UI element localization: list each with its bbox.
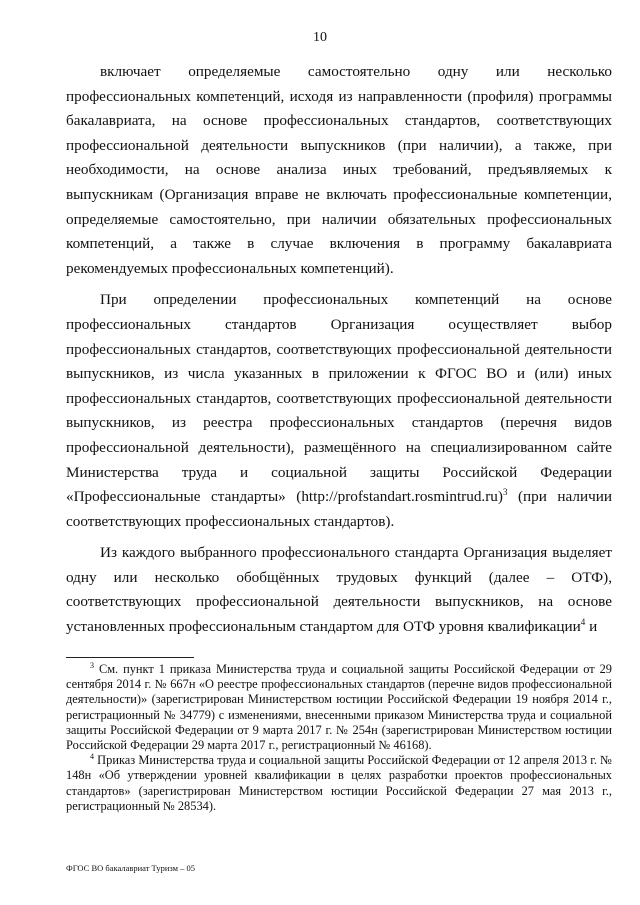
paragraph-2 — [66, 288, 612, 534]
paragraph-2-tail: (при наличии соответствующих профессиональных стандартов). — [66, 488, 613, 530]
footnote-ref-4: 4 — [580, 617, 586, 627]
footnote-mark-3: 3 — [90, 660, 94, 670]
paragraph-3-text: Из каждого выбранного профессионального стандарта Организация выделяет одну или несколько обобщённых трудовых функций (далее – ОТФ), соответствующих профессиональной деятельности выпускников, на основе установленных профессиональным стандартом для ОТФ уровня квалификации — [66, 544, 612, 636]
paragraph-3-tail: и — [589, 618, 598, 636]
paragraph-2-text: При определении профессиональных компетенций на основе профессиональных стандартов Организация осуществляет выбор профессиональных стандартов, соответствующих профессиональной деятельности выпускников, из числа указанных в приложении к ФГОС ВО и (или) иных профессиональных стандартов, соответствующих профессиональной деятельности выпускников, из реестра профессиональных стандартов (перечня видов профессиональной деятельности), размещённого на специализированном сайте Министерства труда и социальной защиты Российской Федерации «Профессиональные стандарты» (http://profstandart.rosmintrud.ru) — [66, 291, 612, 506]
footnote-separator — [66, 657, 194, 658]
footnotes — [66, 662, 612, 814]
footnote-mark-4: 4 — [90, 752, 94, 762]
footnote-4-text: Приказ Министерства труда и социальной защиты Российской Федерации от 12 апреля 2013 г. № 148н «Об утверждении уровней квалификации в целях разработки проектов профессиональных стандартов» (зарегистрирован Министерством юстиции Российской Федерации 27 мая 2013 г., регистрационный № 28534). — [66, 753, 612, 813]
paragraph-3 — [66, 541, 612, 639]
footnote-3-text: См. пункт 1 приказа Министерства труда и социальной защиты Российской Федерации от 29 сентября 2014 г. № 667н «О реестре профессиональных стандартов (перечне видов профессиональной деятельности)» (зарегистрирован Министерством юстиции Российской Федерации 19 ноября 2014 г., регистрационный № 34779) с изменениями, внесенными приказом Министерства труда и социальной защиты Российской Федерации от 9 марта 2017 г. № 254н (зарегистрирован Министерством юстиции Российской Федерации 29 марта 2017 г., регистрационный № 46168). — [66, 662, 612, 753]
footnote-3 — [66, 662, 612, 753]
page-footer: ФГОС ВО бакалавриат Туризм – 05 — [66, 863, 195, 873]
page-number: 10 — [313, 30, 327, 45]
footnote-ref-3: 3 — [502, 487, 508, 498]
paragraph-1: включает определяемые самостоятельно одну или несколько профессиональных компетенций, исходя из направленности (профиля) программы бакалавриата, на основе профессиональных стандартов, соответствующих профессиональной деятельности выпускников (при наличии), а также, при необходимости, на основе анализа иных требований, предъявляемых к выпускникам (Организация вправе не включать профессиональные компетенции, определяемые самостоятельно, при наличии обязательных профессиональных компетенций, а также в случае включения в программу бакалавриата рекомендуемых профессиональных компетенций). — [66, 63, 612, 277]
footnote-4 — [66, 753, 612, 814]
body-text — [66, 60, 612, 647]
